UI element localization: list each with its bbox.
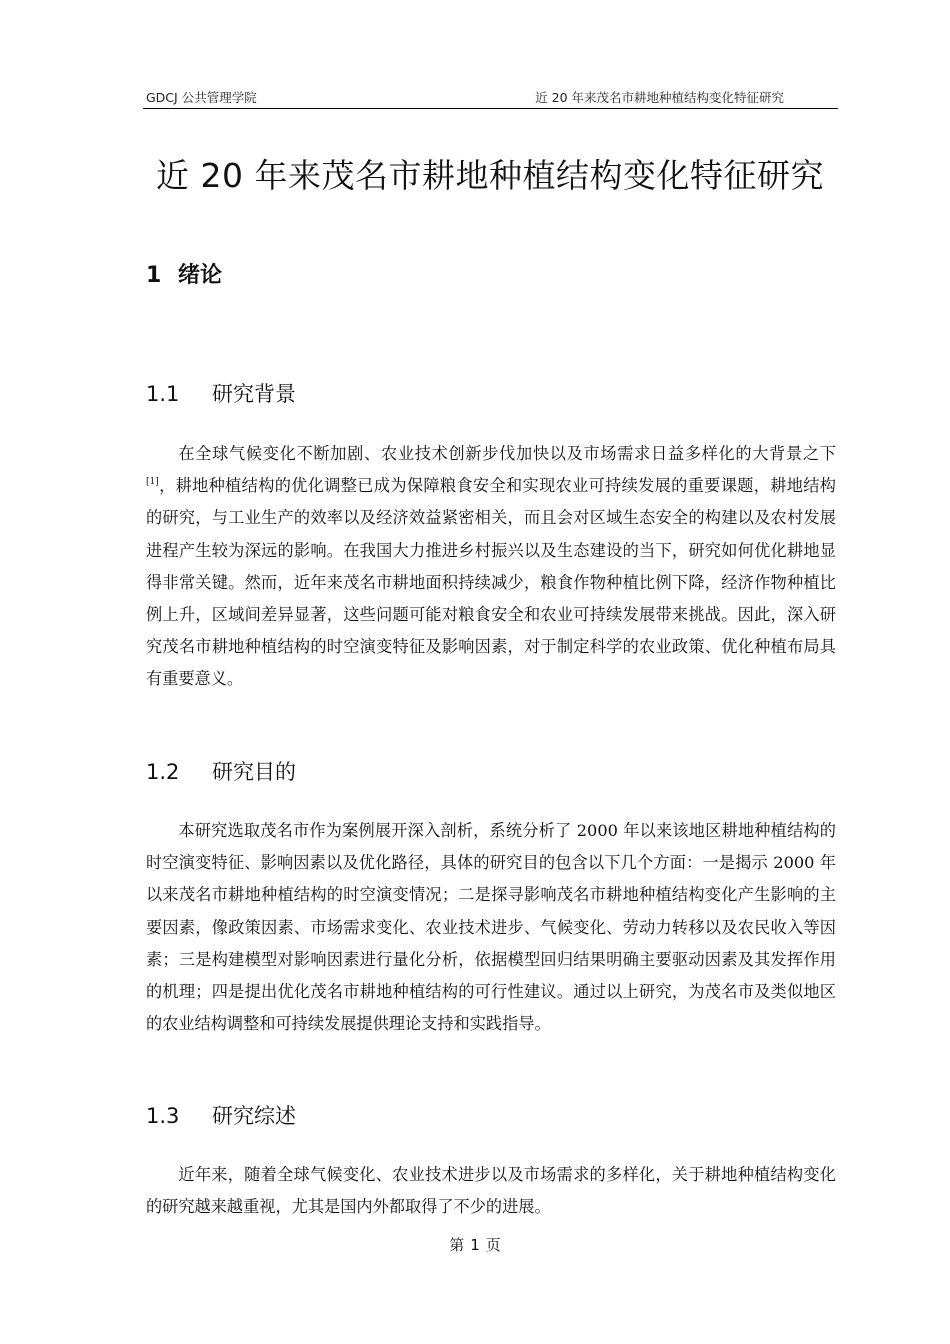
section-heading-1-3 xyxy=(146,1100,296,1130)
paragraph-text: 在全球气候变化不断加剧、农业技术创新步伐加快以及市场需求日益多样化的大背景之下 xyxy=(178,444,836,463)
section-number: 1.1 xyxy=(146,382,180,406)
section-number: 1.2 xyxy=(146,760,180,784)
paragraph-text: ，耕地种植结构的优化调整已成为保障粮食安全和实现农业可持续发展的重要课题，耕地结构的研究，与工业生产的效率以及经济效益紧密相关，而且会对区域生态安全的构建以及农村发展进程产生较为深远的影响。在我国大力推进乡村振兴以及生态建设的当下，研究如何优化耕地显得非常关键。然而，近年来茂名市耕地面积持续减少，粮食作物种植比例下降，经济作物种植比例上升，区域间差异显著，这些问题可能对粮食安全和农业可持续发展带来挑战。因此，深入研究茂名市耕地种植结构的时空演变特征及影响因素，对于制定科学的农业政策、优化种植布局具有重要意义。 xyxy=(146,476,836,689)
header-running-title: 近 20 年来茂名市耕地种植结构变化特征研究 xyxy=(535,90,784,105)
chapter-heading xyxy=(146,258,222,289)
page-label-prefix: 第 xyxy=(449,1236,465,1254)
chapter-title: 绪论 xyxy=(178,263,223,288)
page-label-suffix: 页 xyxy=(485,1236,501,1254)
section-title: 研究综述 xyxy=(212,1104,296,1128)
section-heading-1-1 xyxy=(146,378,296,408)
page-footer xyxy=(0,1234,950,1255)
section-number: 1.3 xyxy=(146,1104,180,1128)
document-title: 近 20 年来茂名市耕地种植结构变化特征研究 xyxy=(156,156,824,195)
page-number: 1 xyxy=(470,1236,480,1254)
chapter-number: 1 xyxy=(146,263,162,288)
citation-ref: [1] xyxy=(146,477,159,488)
section-title: 研究背景 xyxy=(212,382,296,406)
header-divider xyxy=(143,108,838,109)
section-heading-1-2 xyxy=(146,756,296,786)
section-title: 研究目的 xyxy=(212,760,296,784)
header-institution: GDCJ 公共管理学院 xyxy=(146,90,257,105)
paragraph-objectives: 本研究选取茂名市作为案例展开深入剖析，系统分析了 2000 年以来该地区耕地种植结构的时空演变特征、影响因素以及优化路径，具体的研究目的包含以下几个方面：一是揭示 2000 年以来茂名市耕地种植结构的时空演变情况；二是探寻影响茂名市耕地种植结构变化产生影响的主要因素，像政策因素、市场需求变化、农业技术进步、气候变化、劳动力转移以及农民收入等因素；三是构建模型对影响因素进行量化分析，依据模型回归结果明确主要驱动因素及其发挥作用的机理；四是提出优化茂名市耕地种植结构的可行性建议。通过以上研究，为茂名市及类似地区的农业结构调整和可持续发展提供理论支持和实践指导。 xyxy=(146,821,836,1034)
paragraph-review: 近年来，随着全球气候变化、农业技术进步以及市场需求的多样化，关于耕地种植结构变化的研究越来越重视，尤其是国内外都取得了不少的进展。 xyxy=(146,1165,836,1217)
paragraph-background xyxy=(146,438,836,696)
